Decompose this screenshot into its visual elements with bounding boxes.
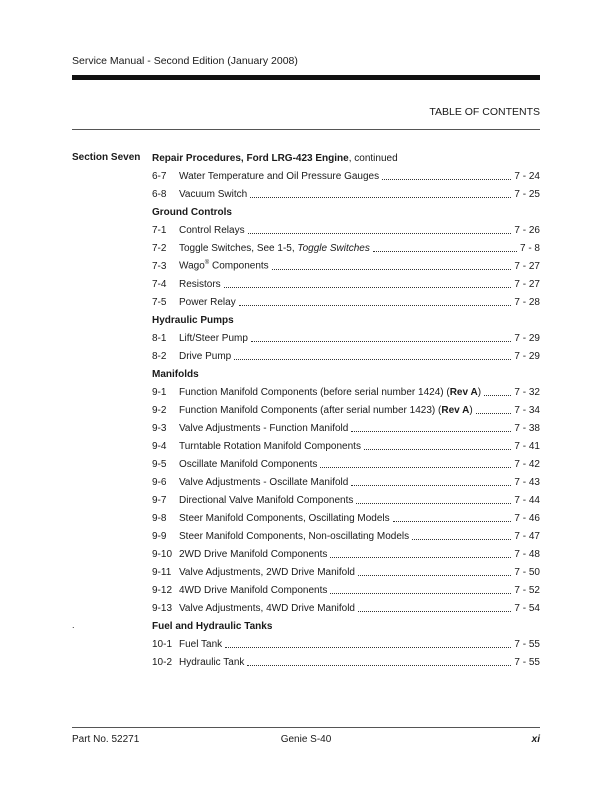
- toc-entry-number: 7-1: [152, 224, 167, 236]
- dot-leader: [224, 286, 512, 288]
- toc-entry-page: 7 - 47: [514, 530, 540, 542]
- toc-entry[interactable]: [152, 329, 540, 347]
- toc-entry-page: 7 - 8: [519, 242, 540, 254]
- toc-entry[interactable]: [152, 257, 540, 275]
- toc-list: [152, 149, 540, 671]
- toc-entry-number: 7-2: [152, 242, 167, 254]
- toc-entry-page: 7 - 46: [514, 512, 540, 524]
- toc-entry-number: 9-7: [152, 494, 167, 506]
- toc-entry-title-text: Power Relay: [179, 296, 236, 308]
- dot-leader: [330, 556, 511, 558]
- toc-entry-page: 7 - 41: [514, 440, 540, 452]
- toc-entry-page: 7 - 34: [514, 404, 540, 416]
- toc-entry-title-text: Control Relays: [179, 224, 245, 236]
- toc-entry[interactable]: [152, 167, 540, 185]
- toc-group-heading: [152, 203, 540, 221]
- toc-entry[interactable]: [152, 401, 540, 419]
- dot-leader: [272, 268, 512, 270]
- toc-entry-number: 9-6: [152, 476, 167, 488]
- dot-leader: [358, 610, 511, 612]
- toc-entry-title: [179, 495, 353, 506]
- toc-entry-page: 7 - 27: [514, 278, 540, 290]
- toc-entry-page: 7 - 52: [514, 584, 540, 596]
- toc-entry-title-text: Oscillate Manifold Components: [179, 458, 318, 470]
- footer-rule: [72, 727, 540, 728]
- toc-entry-title-text: Fuel Tank: [179, 638, 223, 650]
- toc-entry-title-text: Wago: [179, 260, 205, 272]
- toc-entry-page: 7 - 48: [514, 548, 540, 560]
- toc-entry-number: 9-8: [152, 512, 167, 524]
- dot-leader: [234, 358, 511, 360]
- toc-entry-number: 7-5: [152, 296, 167, 308]
- toc-entry-title: [179, 441, 361, 452]
- toc-entry-page: 7 - 24: [514, 170, 540, 182]
- toc-group-heading: [152, 617, 540, 635]
- toc-entry[interactable]: [152, 293, 540, 311]
- toc-entry-title: [179, 585, 327, 596]
- toc-entry-title: [179, 603, 355, 614]
- toc-entry[interactable]: [152, 599, 540, 617]
- page-number: xi: [531, 734, 540, 745]
- dot-leader: [358, 574, 511, 576]
- toc-entry[interactable]: [152, 491, 540, 509]
- dot-leader: [320, 466, 511, 468]
- toc-heading: TABLE OF CONTENTS: [429, 106, 540, 118]
- dot-leader: [251, 340, 512, 342]
- toc-entry-number: 7-4: [152, 278, 167, 290]
- toc-entry-number: 9-10: [152, 548, 173, 560]
- toc-group-heading: [152, 365, 540, 383]
- toc-group-heading: [152, 149, 540, 167]
- toc-entry-number: 10-2: [152, 656, 173, 668]
- toc-entry-title-tail: Components: [209, 260, 269, 272]
- toc-entry-page: 7 - 29: [514, 332, 540, 344]
- toc-entry-title: [179, 567, 355, 578]
- toc-entry-title-text: Valve Adjustments, 4WD Drive Manifold: [179, 602, 355, 614]
- toc-entry-number: 7-3: [152, 260, 167, 272]
- dot-leader: [364, 448, 511, 450]
- toc-entry[interactable]: [152, 473, 540, 491]
- toc-entry-title: [179, 297, 236, 308]
- toc-entry-title-text: Turntable Rotation Manifold Components: [179, 440, 361, 452]
- toc-entry-title: [179, 387, 481, 398]
- toc-entry-title: [179, 260, 269, 271]
- registered-mark: ®: [204, 260, 210, 267]
- toc-entry-title: [179, 477, 348, 488]
- dot-leader: [225, 646, 511, 648]
- toc-entry[interactable]: [152, 455, 540, 473]
- toc-entry-page: 7 - 55: [514, 656, 540, 668]
- toc-entry[interactable]: [152, 545, 540, 563]
- toc-entry[interactable]: [152, 275, 540, 293]
- section-label: Section Seven: [72, 152, 141, 163]
- toc-entry-title-text: Valve Adjustments, 2WD Drive Manifold: [179, 566, 355, 578]
- toc-entry-title-text: Steer Manifold Components, Non-oscillating Models: [179, 530, 410, 542]
- toc-entry-page: 7 - 42: [514, 458, 540, 470]
- toc-entry-title-text: Lift/Steer Pump: [179, 332, 248, 344]
- toc-entry-title: [179, 513, 390, 524]
- dot-leader: [330, 592, 511, 594]
- dot-leader: [248, 232, 512, 234]
- toc-entry-title: [179, 225, 245, 236]
- toc-entry-title: [179, 459, 317, 470]
- dot-leader: [484, 394, 511, 396]
- toc-entry-number: 9-12: [152, 584, 173, 596]
- toc-entry-title-tail: ): [477, 386, 482, 398]
- dot-leader: [382, 178, 511, 180]
- toc-entry-title-text: Valve Adjustments - Function Manifold: [179, 422, 349, 434]
- toc-entry-number: 8-1: [152, 332, 167, 344]
- toc-entry-title-text: Function Manifold Components (before serial number 1424) (: [179, 386, 450, 398]
- toc-entry-title: [179, 405, 473, 416]
- toc-entry[interactable]: [152, 221, 540, 239]
- dot-leader: [351, 484, 511, 486]
- toc-group-title: Manifolds: [152, 368, 199, 380]
- toc-entry-title: [179, 351, 231, 362]
- toc-entry-title: [179, 423, 348, 434]
- toc-entry-title-text: Hydraulic Tank: [179, 656, 245, 668]
- toc-entry-number: 9-3: [152, 422, 167, 434]
- toc-top-rule: [72, 129, 540, 130]
- toc-entry-page: 7 - 25: [514, 188, 540, 200]
- toc-entry-page: 7 - 29: [514, 350, 540, 362]
- toc-group-heading: [152, 311, 540, 329]
- toc-entry-number: 9-5: [152, 458, 167, 470]
- toc-entry-title: [179, 531, 409, 542]
- toc-entry-number: 10-1: [152, 638, 173, 650]
- toc-entry-page: 7 - 27: [514, 260, 540, 272]
- toc-entry-title-text: Resistors: [179, 278, 221, 290]
- toc-entry-title: [179, 279, 221, 290]
- toc-group-title: Ground Controls: [152, 206, 232, 218]
- toc-entry-title-text: Function Manifold Components (after serial number 1423) (: [179, 404, 442, 416]
- toc-group-title: Fuel and Hydraulic Tanks: [152, 620, 273, 632]
- toc-entry-title: [179, 171, 379, 182]
- header-rule: [72, 75, 540, 80]
- toc-entry[interactable]: [152, 563, 540, 581]
- toc-entry-title-text: Directional Valve Manifold Components: [179, 494, 354, 506]
- toc-entry[interactable]: [152, 509, 540, 527]
- toc-entry-number: 9-13: [152, 602, 173, 614]
- toc-entry-number: 9-4: [152, 440, 167, 452]
- toc-entry-page: 7 - 54: [514, 602, 540, 614]
- dot-leader: [250, 196, 511, 198]
- toc-entry-title-text: 4WD Drive Manifold Components: [179, 584, 328, 596]
- toc-entry-title: [179, 549, 327, 560]
- toc-entry-page: 7 - 26: [514, 224, 540, 236]
- dot-leader: [476, 412, 512, 414]
- stray-mark: .: [72, 620, 75, 630]
- toc-group-title: Hydraulic Pumps: [152, 314, 234, 326]
- dot-leader: [393, 520, 512, 522]
- dot-leader: [239, 304, 512, 306]
- toc-entry-title-tail: ): [469, 404, 473, 416]
- toc-entry-number: 9-2: [152, 404, 167, 416]
- toc-entry-title-text: Vacuum Switch: [179, 188, 248, 200]
- toc-entry-title: [179, 189, 247, 200]
- toc-entry-title-text: 2WD Drive Manifold Components: [179, 548, 328, 560]
- toc-entry[interactable]: [152, 419, 540, 437]
- toc-entry-title-text: Water Temperature and Oil Pressure Gauges: [179, 170, 380, 182]
- toc-entry[interactable]: [152, 239, 540, 257]
- toc-entry-number: 6-8: [152, 188, 167, 200]
- dot-leader: [412, 538, 511, 540]
- toc-entry-title-text: Steer Manifold Components, Oscillating Models: [179, 512, 390, 524]
- toc-entry-title: [179, 243, 370, 254]
- toc-entry[interactable]: [152, 437, 540, 455]
- toc-entry-page: 7 - 44: [514, 494, 540, 506]
- toc-entry-title-italic: Toggle Switches: [297, 242, 370, 254]
- toc-entry-number: 9-9: [152, 530, 167, 542]
- toc-entry-page: 7 - 43: [514, 476, 540, 488]
- toc-entry-page: 7 - 38: [514, 422, 540, 434]
- toc-entry-title-text: Valve Adjustments - Oscillate Manifold: [179, 476, 349, 488]
- toc-entry-number: 9-1: [152, 386, 167, 398]
- toc-entry[interactable]: [152, 581, 540, 599]
- toc-entry-title: [179, 639, 222, 650]
- toc-entry-number: 9-11: [152, 566, 172, 578]
- toc-entry-title: [179, 333, 248, 344]
- toc-entry-title-text: Toggle Switches, See 1-5,: [179, 242, 298, 254]
- toc-entry-revision: Rev A: [449, 386, 478, 398]
- toc-group-continued: , continued: [348, 152, 398, 164]
- toc-group-title: Repair Procedures, Ford LRG-423 Engine: [152, 152, 349, 164]
- toc-entry[interactable]: [152, 635, 540, 653]
- toc-entry[interactable]: [152, 347, 540, 365]
- dot-leader: [351, 430, 511, 432]
- toc-entry-page: 7 - 55: [514, 638, 540, 650]
- toc-entry-title-text: Drive Pump: [179, 350, 232, 362]
- toc-entry-number: 6-7: [152, 170, 167, 182]
- toc-entry-number: 8-2: [152, 350, 167, 362]
- toc-entry[interactable]: [152, 527, 540, 545]
- dot-leader: [373, 250, 517, 252]
- toc-entry[interactable]: [152, 185, 540, 203]
- document-title: Service Manual - Second Edition (January 2008): [72, 55, 298, 67]
- toc-entry-revision: Rev A: [441, 404, 470, 416]
- part-number: Part No. 52271: [72, 734, 140, 745]
- toc-entry-title: [179, 657, 244, 668]
- toc-entry-page: 7 - 50: [514, 566, 540, 578]
- toc-entry[interactable]: [152, 653, 540, 671]
- model-name: Genie S-40: [280, 734, 332, 745]
- dot-leader: [247, 664, 511, 666]
- toc-entry[interactable]: [152, 383, 540, 401]
- toc-entry-page: 7 - 32: [514, 386, 540, 398]
- dot-leader: [356, 502, 511, 504]
- toc-entry-page: 7 - 28: [514, 296, 540, 308]
